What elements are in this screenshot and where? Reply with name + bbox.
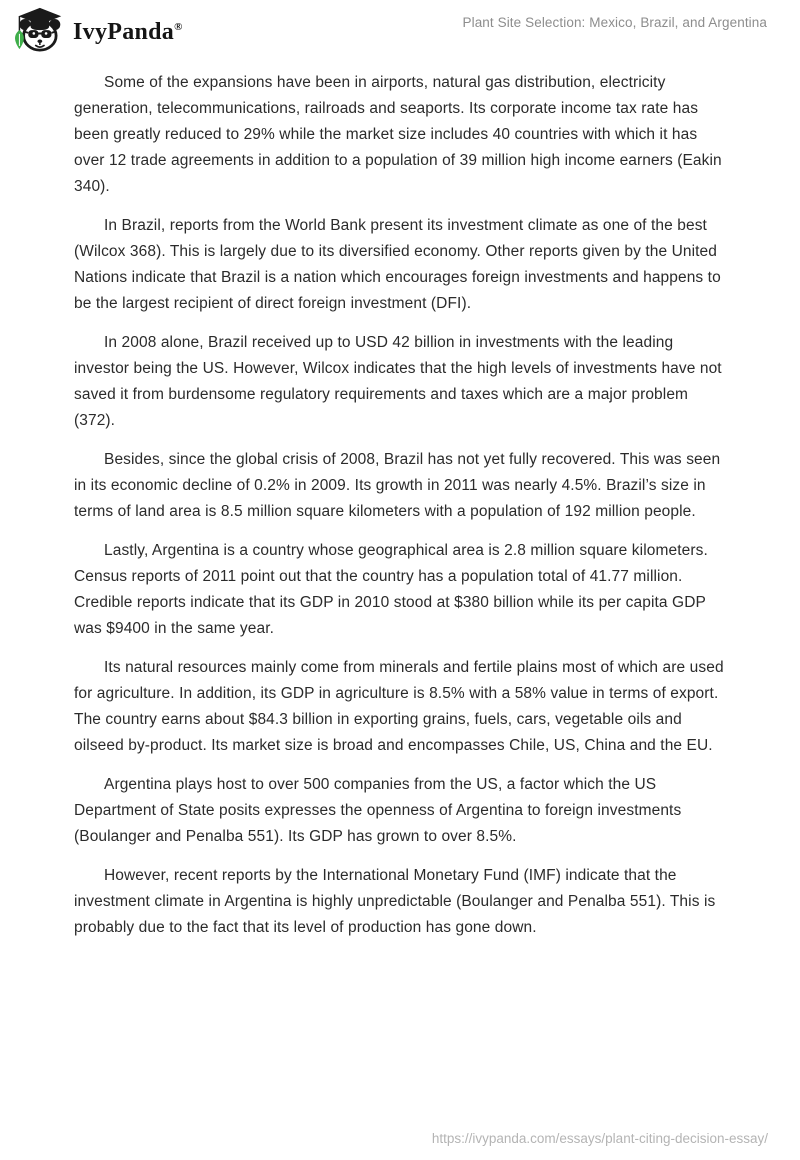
brand-name <box>73 20 183 44</box>
panda-graduate-icon <box>12 5 64 59</box>
paragraph-2: In Brazil, reports from the World Bank present its investment climate as one of the best (Wilcox 368). This is largely due to its diversified economy. Other reports given by the United Nations indicate that Brazil is a nation which encourages foreign investments and happens to be the largest recipient of direct foreign investment (DFI). <box>74 217 721 312</box>
ivypanda-logo <box>12 5 183 59</box>
paragraph-6: Its natural resources mainly come from minerals and fertile plains most of which are used for agriculture. In addition, its GDP in agriculture is 8.5% with a 58% value in terms of export. The country earns about $84.3 billion in exporting grains, fuels, cars, vegetable oils and oilseed by-product. Its market size is broad and encompasses Chile, US, China and the EU. <box>74 659 724 754</box>
paragraph-5: Lastly, Argentina is a country whose geographical area is 2.8 million square kilometers. Census reports of 2011 point out that the country has a population total of 41.77 million. Credible reports indicate that its GDP in 2010 stood at $380 billion while its per capita GDP was $9400 in the same year. <box>74 542 708 637</box>
source-url[interactable]: https://ivypanda.com/essays/plant-citing-decision-essay/ <box>431 1131 768 1146</box>
paragraph-8: However, recent reports by the International Monetary Fund (IMF) indicate that the investment climate in Argentina is highly unpredictable (Boulanger and Penalba 551). This is probably due to the fact that its level of production has gone down. <box>74 867 716 936</box>
brand-text: IvyPanda <box>73 19 175 45</box>
page-footer <box>432 1131 768 1146</box>
paragraph-4: Besides, since the global crisis of 2008, Brazil has not yet fully recovered. This was seen in its economic decline of 0.2% in 2009. Its growth in 2011 was nearly 4.5%. Brazil’s size in terms of land area is 8.5 million square kilometers with a population of 192 million people. <box>74 451 721 520</box>
registered-mark: ® <box>174 21 183 33</box>
document-title: Plant Site Selection: Mexico, Brazil, and Argentina <box>462 15 767 30</box>
essay-body <box>74 70 726 954</box>
paragraph-1: Some of the expansions have been in airports, natural gas distribution, electricity generation, telecommunications, railroads and seaports. Its corporate income tax rate has been greatly reduced to 29% while the market size includes 40 countries with which it has over 12 trade agreements in addition to a population of 39 million high income earners (Eakin 340). <box>74 74 722 195</box>
paragraph-7: Argentina plays host to over 500 companies from the US, a factor which the US Department of State posits expresses the openness of Argentina to foreign investments (Boulanger and Penalba 551). Its GDP has grown to over 8.5%. <box>74 776 682 845</box>
paragraph-3: In 2008 alone, Brazil received up to USD 42 billion in investments with the leading investor being the US. However, Wilcox indicates that the high levels of investments have not saved it from burdensome regulatory requirements and taxes which are a major problem (372). <box>74 334 722 429</box>
